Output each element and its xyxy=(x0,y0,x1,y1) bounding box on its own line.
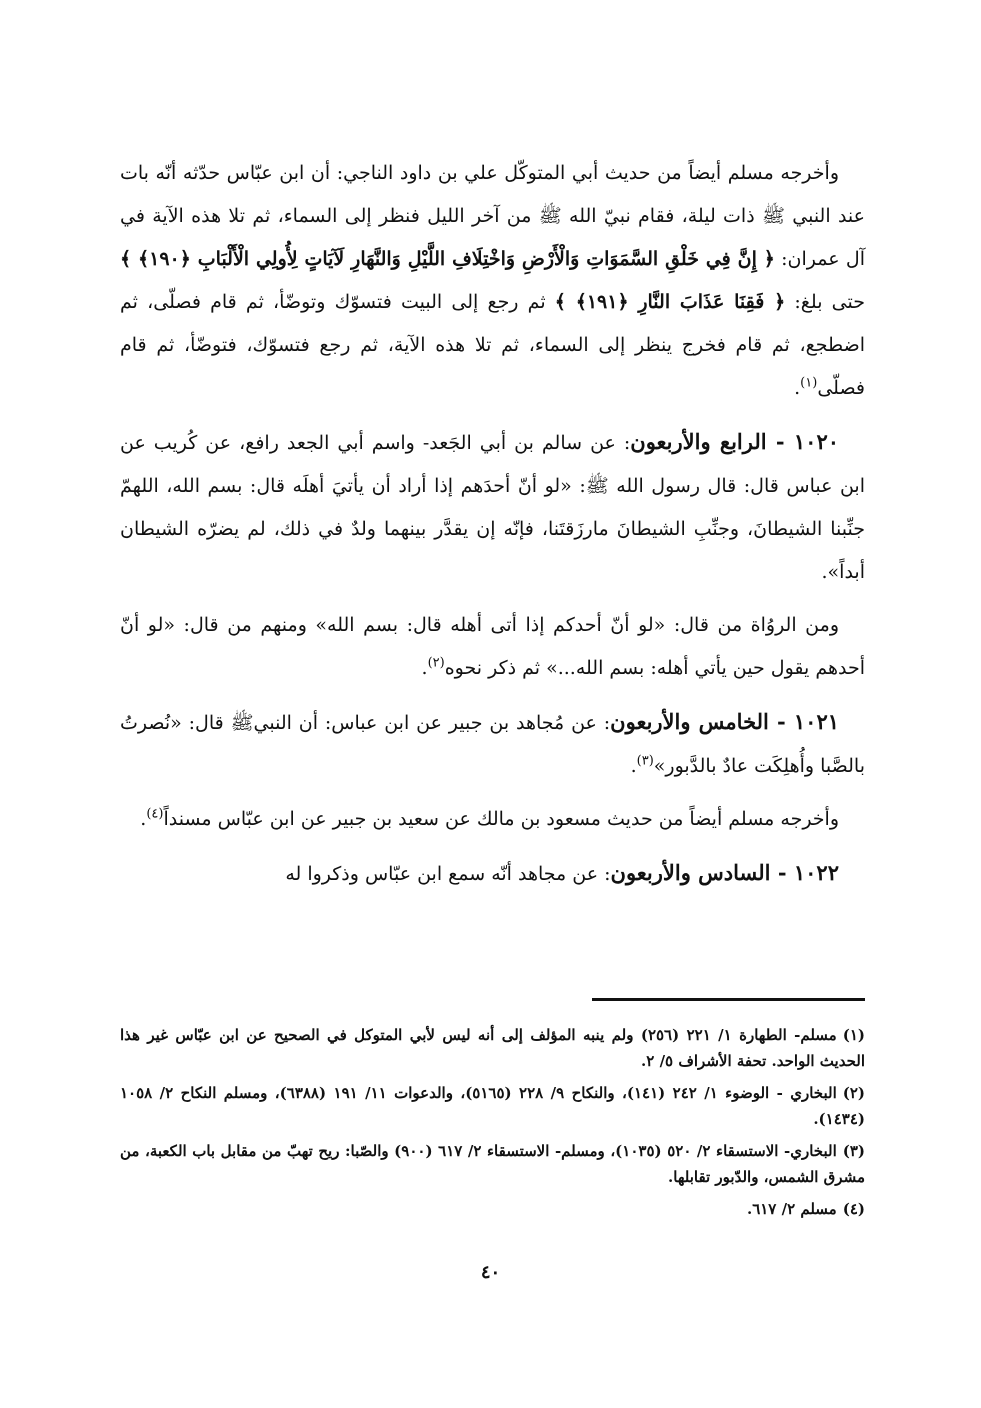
footnote-ref: (٣) xyxy=(636,753,654,769)
footnote-text: مسلم ٢/ ٦١٧. xyxy=(746,1200,837,1218)
footnote-2 xyxy=(120,1080,865,1132)
hadith-number: ١٠٢١ - xyxy=(768,709,840,734)
footnote-ref: (٤) xyxy=(146,806,164,822)
paragraph-text: : عن سالم بن أبي الجَعد- واسم أبي الجعد رافع، عن كُريب عن ابن عباس قال: قال رسول الله ﷺ: «لو أنّ أحدَهم إذا أراد أن يأتيَ أهلَه قال: بسم الله، اللهمّ جنِّبنا الشيطانَ، وجنِّبِ الشيطانَ مارزَقتَنا، فإنّه إن يقدَّر بينهما ولدٌ في ذلك، لم يضرّه الشيطان أبداً». xyxy=(120,432,865,583)
footnote-text: البخاري - الوضوء ١/ ٢٤٢ (١٤١)، والنكاح ٩/ ٢٢٨ (٥١٦٥)، والدعوات ١١/ ١٩١ (٦٣٨٨)، ومسلم النكاح ٢/ ١٠٥٨ (١٤٣٤). xyxy=(120,1084,865,1128)
footnote-number: (٢) xyxy=(842,1084,866,1102)
hadith-number: ١٠٢٠ - xyxy=(766,429,840,454)
footnote-1 xyxy=(120,1022,865,1074)
hadith-title: الخامس والأربعون xyxy=(610,709,769,734)
paragraph-end: . xyxy=(421,657,428,679)
page-number: ٤٠ xyxy=(480,1262,501,1283)
main-text xyxy=(120,152,865,896)
hadith-title: السادس والأربعون xyxy=(610,860,771,885)
hadith-1020 xyxy=(120,420,865,594)
paragraph-text: ثم رجع إلى البيت فتسوّك وتوضّأ، ثم قام فصلّى، ثم اضطجع، ثم قام فخرج ينظر إلى السماء، ثم تلا هذه الآية، ثم رجع فتسوّك، فتوضّأ، ثم قام فصلّى xyxy=(120,291,865,399)
paragraph-end: . xyxy=(140,808,147,830)
hadith-1022 xyxy=(120,851,865,896)
paragraph-text: وأخرجه مسلم أيضاً من حديث أبي المتوكّل علي بن داود الناجي: أن ابن عبّاس حدّثه أنّه بات عند النبي ﷺ ذات ليلة، فقام نبيّ الله ﷺ من آخر الليل فنظر إلى السماء، ثم تلا هذه الآية في آل عمران: xyxy=(120,162,865,270)
paragraph-text: : عن مجاهد أنّه سمع ابن عبّاس وذكروا له xyxy=(285,863,611,885)
paragraph-3 xyxy=(120,604,865,690)
hadith-number: ١٠٢٢ - xyxy=(770,860,839,885)
paragraph-text: وأخرجه مسلم أيضاً من حديث مسعود بن مالك عن سعيد بن جبير عن ابن عبّاس مسنداً xyxy=(163,808,839,830)
paragraph-5 xyxy=(120,798,865,841)
footnote-ref: (١) xyxy=(800,375,818,391)
footnote-4 xyxy=(120,1196,865,1222)
quran-verse: ﴿ فَقِنَا عَذَابَ النَّارِ ﴿١٩١﴾ ﴾ xyxy=(554,291,786,313)
hadith-1021 xyxy=(120,700,865,788)
paragraph-end: . xyxy=(794,377,801,399)
paragraph-text: حتى بلغ: xyxy=(785,291,865,313)
paragraph-text: : عن مُجاهد بن جبير عن ابن عباس: أن النبيﷺ قال: «نُصرتُ بالصَّبا وأُهلِكَت عادٌ بالدَّبور» xyxy=(120,712,865,777)
paragraph-end: . xyxy=(630,755,637,777)
footnotes xyxy=(120,1022,865,1228)
footnote-text: مسلم- الطهارة ١/ ٢٢١ (٢٥٦) ولم ينبه المؤلف إلى أنه ليس لأبي المتوكل في الصحيح عن ابن عبّاس غير هذا الحديث الواحد. تحفة الأشراف ٥/ ٢. xyxy=(120,1026,865,1070)
footnote-number: (٤) xyxy=(842,1200,865,1218)
paragraph-1 xyxy=(120,152,865,410)
footnote-separator xyxy=(592,998,865,1001)
hadith-title: الرابع والأربعون xyxy=(630,429,767,454)
footnote-3 xyxy=(120,1138,865,1190)
footnote-ref: (٢) xyxy=(427,655,445,671)
footnote-number: (١) xyxy=(842,1026,865,1044)
footnote-text: البخاري- الاستسقاء ٢/ ٥٢٠ (١٠٣٥)، ومسلم- الاستسقاء ٢/ ٦١٧ (٩٠٠) والصّبا: ريح تهبّ من مقابل باب الكعبة، من مشرق الشمس، والدّبور تقابلها. xyxy=(120,1142,865,1186)
quran-verse: ﴿ إِنَّ فِي خَلْقِ السَّمَوَاتِ وَالْأَرْضِ وَاخْتِلَافِ اللَّيْلِ وَالنَّهَارِ لَآيَاتٍ لِأُولِي الْأَلْبَابِ ﴿١٩٠﴾ ﴾ xyxy=(120,248,775,270)
paragraph-text: ومن الروُاة من قال: «لو أنّ أحدكم إذا أتى أهله قال: بسم الله» ومنهم من قال: «لو أنّ أحدهم يقول حين يأتي أهله: بسم الله...» ثم ذكر نحوه xyxy=(120,614,865,679)
footnote-number: (٣) xyxy=(842,1142,866,1160)
